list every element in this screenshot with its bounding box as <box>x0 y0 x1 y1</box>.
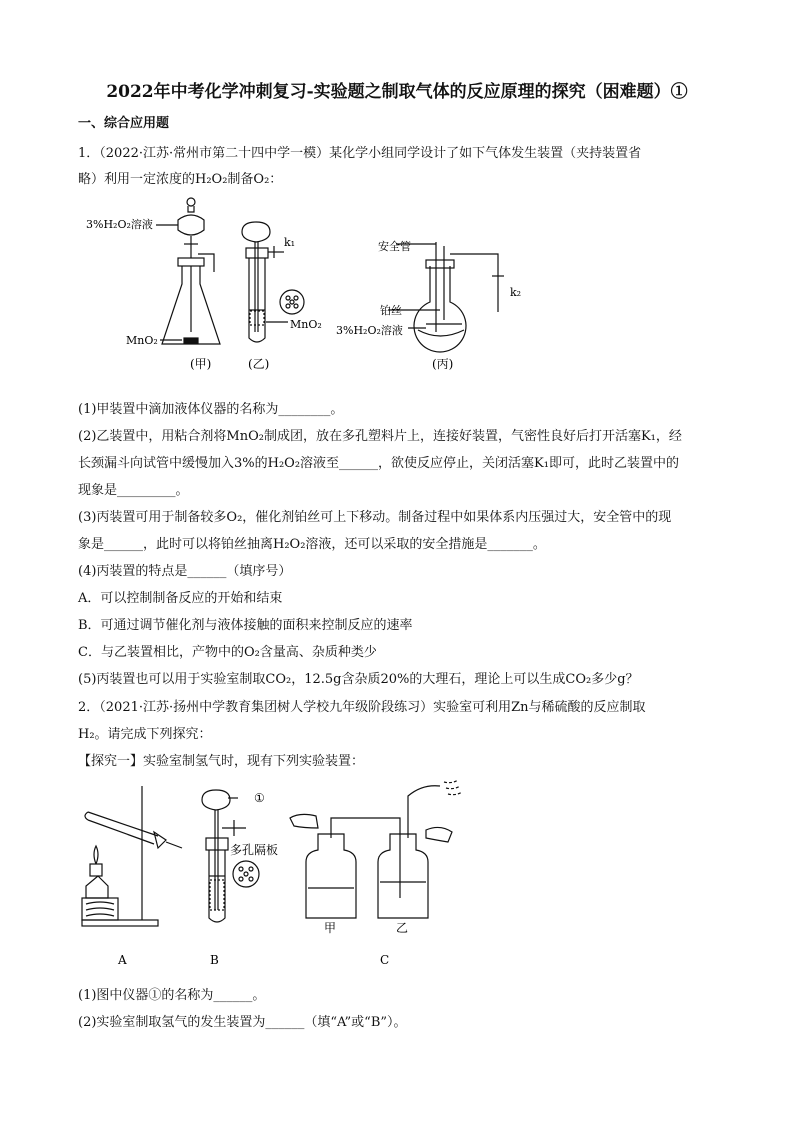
section-heading: 一、综合应用题 <box>78 116 170 131</box>
q1-apparatus-figure <box>78 192 522 382</box>
yi-caption: (乙) <box>248 357 270 371</box>
page-title: 2022年中考化学冲刺复习-实验题之制取气体的反应原理的探究（困难题）① <box>106 82 688 102</box>
q2-stem-line2: H₂。请完成下列探究： <box>78 727 212 742</box>
q1-part3-line1: (3)丙装置可用于制备较多O₂，催化剂铂丝可上下移动。制备过程中如果体系内压强过大，安全管中的现 <box>78 510 672 525</box>
q1-stem-line2: 略）利用一定浓度的H₂O₂制备O₂： <box>78 172 283 187</box>
b-porous-plate-label: 多孔隔板 <box>230 843 279 857</box>
q2-part2: (2)实验室制取氢气的发生装置为______（填“A”或“B”）。 <box>78 1015 407 1030</box>
q1-part1: (1)甲装置中滴加液体仪器的名称为________。 <box>78 402 344 417</box>
apparatus-c-caption: C <box>380 953 390 967</box>
b-instrument-marker: ① <box>254 791 265 805</box>
bing-solution-label: 3%H₂O₂溶液 <box>336 324 403 337</box>
apparatus-a-caption: A <box>118 953 127 967</box>
q2-stem-line1: 2．（2021·江苏·扬州中学教育集团树人学校九年级阶段练习）实验室可利用Zn与稀硫酸的反应制取 <box>78 700 646 715</box>
jia-solution-label: 3%H₂O₂溶液 <box>86 218 153 231</box>
q1-part5: (5)丙装置也可以用于实验室制取CO₂，12.5g含杂质20%的大理石，理论上可以生成CO₂多少g？ <box>78 672 639 687</box>
apparatus-b-caption: B <box>210 953 219 967</box>
jia-mno2-label: MnO₂ <box>126 334 158 347</box>
q2-explore-heading: 【探究一】实验室制氢气时，现有下列实验装置： <box>78 754 365 769</box>
yi-k1-label: k₁ <box>284 236 296 249</box>
bing-caption: (丙) <box>432 357 454 371</box>
c-bottle-yi-label: 乙 <box>396 921 409 935</box>
q1-part2-line2: 长颈漏斗向试管中缓慢加入3%的H₂O₂溶液至______，欲使反应停止，关闭活塞K₁即可，此时乙装置中的 <box>78 456 679 471</box>
q2-apparatus-figure <box>78 778 478 968</box>
bing-k2-label: k₂ <box>510 286 522 299</box>
q1-option-a: A．可以控制制备反应的开始和结束 <box>78 591 283 606</box>
q1-part4: (4)丙装置的特点是______（填序号） <box>78 564 292 579</box>
q1-part3-line2: 象是______，此时可以将铂丝抽离H₂O₂溶液，还可以采取的安全措施是_______。 <box>78 537 546 552</box>
bing-safety-tube-label: 安全管 <box>378 240 411 253</box>
q1-part2-line1: (2)乙装置中，用粘合剂将MnO₂制成团，放在多孔塑料片上，连接好装置，气密性良好后打开活塞K₁，经 <box>78 429 682 444</box>
q1-part2-line3: 现象是_________。 <box>78 483 189 498</box>
q2-part1: (1)图中仪器①的名称为______。 <box>78 988 266 1003</box>
q1-option-c: C．与乙装置相比，产物中的O₂含量高、杂质种类少 <box>78 645 377 660</box>
q1-option-b: B．可通过调节催化剂与液体接触的面积来控制反应的速率 <box>78 618 413 633</box>
bing-pt-wire-label: 铂丝 <box>380 304 402 317</box>
q1-stem-line1: 1．（2022·江苏·常州市第二十四中学一模）某化学小组同学设计了如下气体发生装置（夹持装置省 <box>78 146 642 161</box>
jia-caption: (甲) <box>190 357 212 371</box>
yi-mno2-label: MnO₂ <box>290 318 322 331</box>
c-bottle-jia-label: 甲 <box>324 921 337 935</box>
